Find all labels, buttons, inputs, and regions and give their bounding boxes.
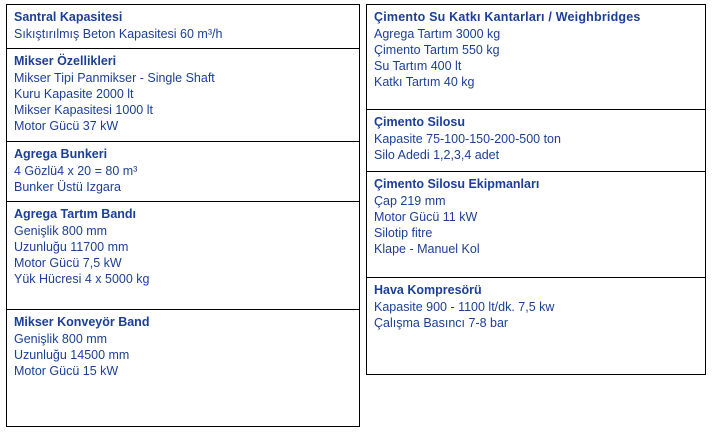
spec-block-santral-kapasitesi	[7, 5, 359, 49]
spec-line: Yük Hücresi 4 x 5000 kg	[14, 272, 150, 286]
spec-block-title: Çimento Silosu Ekipmanları	[374, 177, 540, 191]
spec-block-agrega-tartim-bandi	[7, 202, 359, 310]
spec-line: Uzunluğu 11700 mm	[14, 240, 129, 254]
left-spec-column	[6, 4, 360, 427]
right-spec-column	[366, 4, 706, 375]
spec-line: Kapasite 75-100-150-200-500 ton	[374, 132, 561, 146]
spec-block-cimento-silosu	[367, 110, 705, 172]
spec-block-mikser-ozellikleri	[7, 49, 359, 142]
spec-line: Katkı Tartım 40 kg	[374, 75, 475, 89]
spec-block-mikser-konveyor-band	[7, 310, 359, 426]
spec-line: Bunker Üstü Izgara	[14, 180, 121, 194]
spec-line: Mikser Kapasitesi 1000 lt	[14, 103, 153, 117]
spec-line: Motor Gücü 15 kW	[14, 364, 119, 378]
spec-line: Çalışma Basıncı 7-8 bar	[374, 316, 509, 330]
spec-block-title: Mikser Özellikleri	[14, 54, 117, 68]
spec-block-hava-kompresoru	[367, 278, 705, 340]
spec-line: Çap 219 mm	[374, 194, 446, 208]
spec-block-agrega-bunkeri	[7, 142, 359, 202]
spec-line: Genişlik 800 mm	[14, 332, 108, 346]
spec-line: Klape - Manuel Kol	[374, 242, 480, 256]
spec-line: Mikser Tipi Panmikser - Single Shaft	[14, 71, 215, 85]
spec-line: Kuru Kapasite 2000 lt	[14, 87, 134, 101]
spec-block-title: Hava Kompresörü	[374, 283, 482, 297]
spec-line: Motor Gücü 11 kW	[374, 210, 478, 224]
spec-line: Uzunluğu 14500 mm	[14, 348, 130, 362]
spec-line: 4 Gözlü4 x 20 = 80 m³	[14, 164, 138, 178]
spec-line: Silotip fitre	[374, 226, 433, 240]
spec-line: Motor Gücü 7,5 kW	[14, 256, 122, 270]
spec-line: Silo Adedi 1,2,3,4 adet	[374, 148, 500, 162]
spec-line: Genişlik 800 mm	[14, 224, 108, 238]
spec-block-kantarlar	[367, 5, 705, 110]
spec-block-title: Agrega Bunkeri	[14, 147, 108, 161]
spec-block-title: Çimento Silosu	[374, 115, 465, 129]
spec-line: Kapasite 900 - 1100 lt/dk. 7,5 kw	[374, 300, 555, 314]
spec-block-title: Çimento Su Katkı Kantarları / Weighbridges	[374, 10, 641, 24]
spec-block-title: Agrega Tartım Bandı	[14, 207, 137, 221]
spec-block-cimento-silosu-ekipmanlari	[367, 172, 705, 278]
spec-line: Agrega Tartım 3000 kg	[374, 27, 501, 41]
spec-block-title: Santral Kapasitesi	[14, 10, 123, 24]
spec-line: Çimento Tartım 550 kg	[374, 43, 500, 57]
spec-line: Sıkıştırılmış Beton Kapasitesi 60 m³/h	[14, 27, 223, 41]
spec-line: Su Tartım 400 lt	[374, 59, 462, 73]
spec-block-title: Mikser Konveyör Band	[14, 315, 150, 329]
spec-line: Motor Gücü 37 kW	[14, 119, 119, 133]
